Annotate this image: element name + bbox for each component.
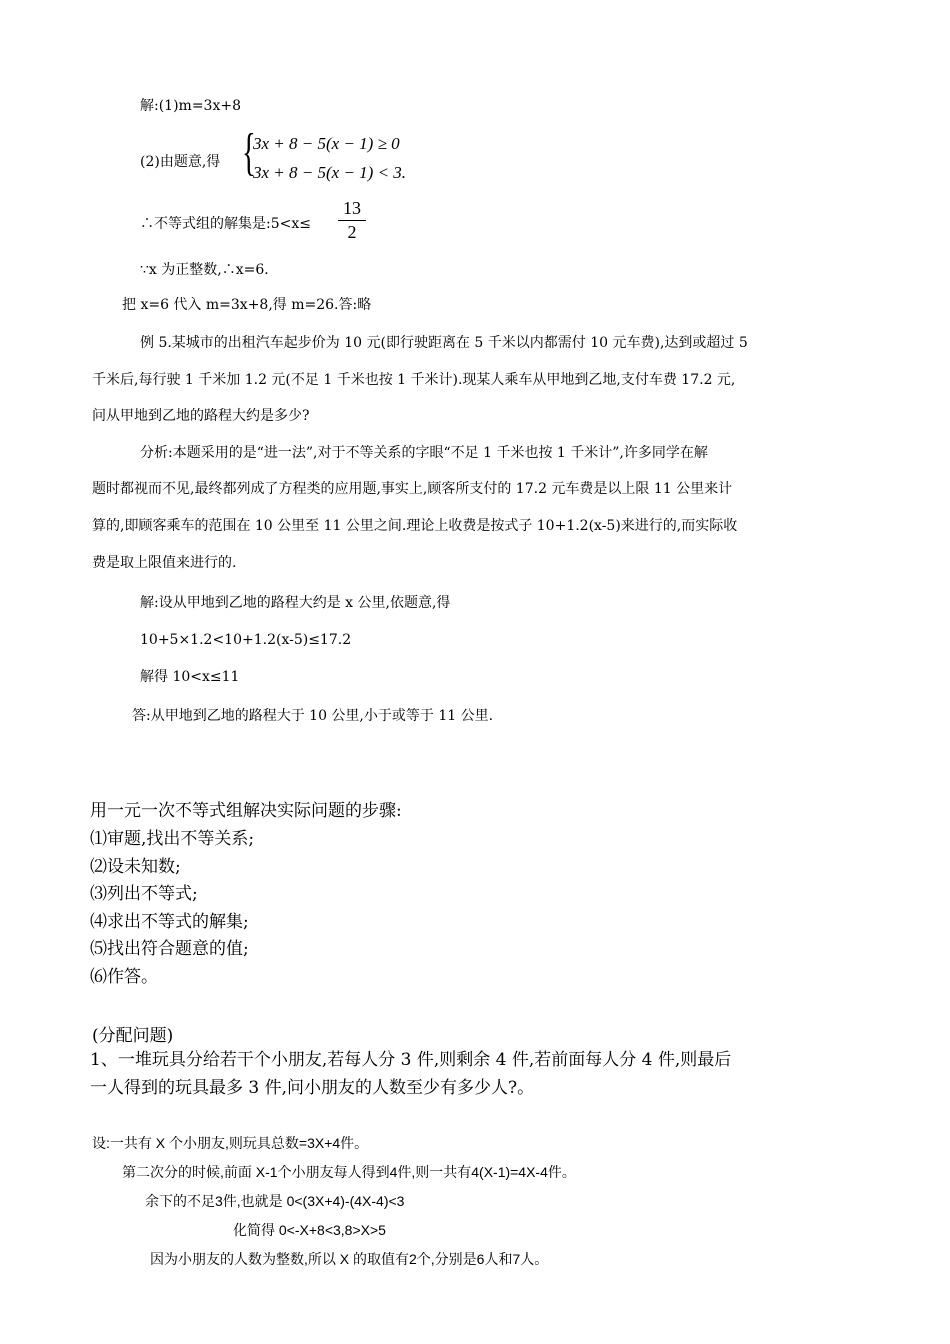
- fraction: [338, 198, 366, 243]
- distribution-answer-line-2: 第二次分的时候,前面 X-1个小朋友每人得到4件,则一共有4(X-1)=4X-4件。: [122, 1164, 576, 1180]
- step-item-1: ⑴审题,找出不等关系;: [90, 829, 255, 849]
- distribution-heading: (分配问题): [92, 1026, 174, 1046]
- fraction-bar: [338, 220, 366, 221]
- fraction-numerator: 13: [343, 198, 361, 218]
- steps-title: 用一元一次不等式组解决实际问题的步骤:: [90, 801, 402, 821]
- step-item-2: ⑵设未知数;: [90, 857, 181, 877]
- example5-problem-line-1: 例 5.某城市的出租汽车起步价为 10 元(即行驶距离在 5 千米以内都需付 10 元车费),达到或超过 5: [140, 335, 748, 351]
- distribution-question-line-2: 一人得到的玩具最多 3 件,问小朋友的人数至少有多少人?。: [90, 1078, 535, 1098]
- solution-line-2-prefix: (2)由题意,得: [140, 154, 221, 170]
- analysis-line-2: 题时都视而不见,最终都列成了方程类的应用题,事实上,顾客所支付的 17.2 元车费是以上限 11 公里来计: [92, 481, 733, 497]
- distribution-question-line-1: 1、一堆玩具分给若干个小朋友,若每人分 3 件,则剩余 4 件,若前面每人分 4 件,则最后: [90, 1050, 732, 1070]
- distribution-answer-line-5: 因为小朋友的人数为整数,所以 X 的取值有2个,分别是6人和7人。: [150, 1251, 549, 1267]
- solution-line-4: ∵x 为正整数,∴x=6.: [140, 262, 269, 278]
- distribution-answer-line-4: 化简得 0<-X+8<3,8>X>5: [233, 1222, 386, 1238]
- solution-line-1: 解:(1)m=3x+8: [140, 98, 241, 114]
- system-brace: {: [242, 124, 256, 181]
- solution-line-3-prefix: ∴不等式组的解集是:5<x≤: [140, 216, 311, 232]
- step-item-3: ⑶列出不等式;: [90, 884, 198, 904]
- solution-line-5: 把 x=6 代入 m=3x+8,得 m=26.答:略: [122, 297, 372, 313]
- step-item-6: ⑹作答。: [90, 967, 158, 987]
- inequality-1: 3x + 8 − 5(x − 1) ≥ 0: [253, 134, 400, 153]
- example5-solution-line-3: 解得 10<x≤11: [140, 669, 240, 685]
- example5-solution-line-1: 解:设从甲地到乙地的路程大约是 x 公里,依题意,得: [140, 595, 451, 611]
- example5-solution-line-2: 10+5×1.2<10+1.2(x-5)≤17.2: [140, 632, 352, 648]
- example5-problem-line-2: 千米后,每行驶 1 千米加 1.2 元(不足 1 千米也按 1 千米计).现某人乘车从甲地到乙地,支付车费 17.2 元,: [92, 372, 736, 388]
- analysis-line-3: 算的,即顾客乘车的范围在 10 公里至 11 公里之间.理论上收费是按式子 10+1.2(x-5)来进行的,而实际收: [92, 518, 738, 534]
- distribution-answer-line-1: 设:一共有 X 个小朋友,则玩具总数=3X+4件。: [92, 1135, 369, 1151]
- inequality-2: 3x + 8 − 5(x − 1) < 3.: [253, 163, 407, 182]
- step-item-5: ⑸找出符合题意的值;: [90, 939, 249, 959]
- fraction-denominator: 2: [347, 222, 357, 242]
- distribution-answer-line-3: 余下的不足3件,也就是 0<(3X+4)-(4X-4)<3: [145, 1193, 405, 1209]
- analysis-line-1: 分析:本题采用的是“进一法”,对于不等关系的字眼“不足 1 千米也按 1 千米计”,许多同学在解: [140, 445, 708, 461]
- example5-problem-line-3: 问从甲地到乙地的路程大约是多少?: [92, 408, 310, 424]
- analysis-line-4: 费是取上限值来进行的.: [92, 555, 237, 571]
- example5-answer: 答:从甲地到乙地的路程大于 10 公里,小于或等于 11 公里.: [132, 708, 494, 724]
- step-item-4: ⑷求出不等式的解集;: [90, 912, 249, 932]
